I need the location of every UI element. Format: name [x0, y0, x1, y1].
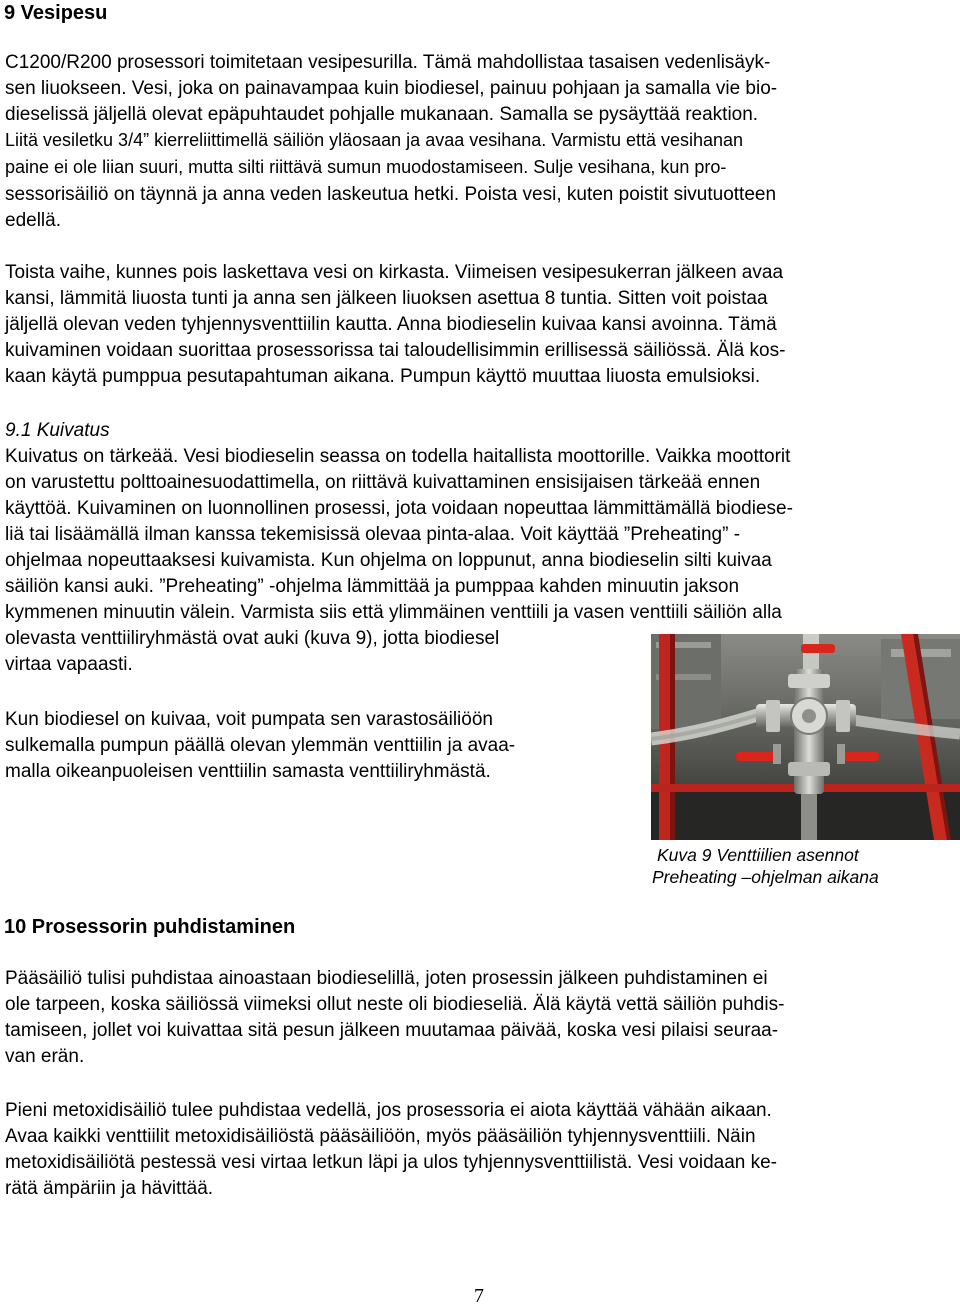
text-line: kuivaminen voidaan suorittaa prosessorissa tai taloudellisimmin erillisessä säiliössä. Älä kos-	[5, 340, 786, 361]
text-line: säiliön kansi auki. ”Preheating” -ohjelma lämmittää ja pumppaa kahden minuutin jakson	[5, 576, 740, 597]
text-line: Avaa kaikki venttiilit metoxidisäiliöstä pääsäiliöön, myös pääsäiliön tyhjennysventtiili. Näin	[5, 1126, 756, 1147]
text-line: sulkemalla pumpun päällä olevan ylemmän venttiilin ja avaa-	[5, 735, 516, 756]
figure-caption-line-1: Kuva 9 Venttiilien asennot	[657, 845, 859, 865]
text-line: malla oikeanpuoleisen venttiilin samasta venttiiliryhmästä.	[5, 761, 491, 782]
text-line: sen liuokseen. Vesi, joka on painavampaa kuin biodiesel, painuu pohjaan ja samalla vie bio-	[5, 78, 778, 99]
text-line: Kuivatus on tärkeää. Vesi biodieselin seassa on todella haitallista moottorille. Vaikka moottorit	[5, 446, 791, 467]
text-line: ole tarpeen, koska säiliössä viimeksi ollut neste oli biodieseliä. Älä käytä vettä säiliön puhdis-	[5, 994, 785, 1015]
text-line: C1200/R200 prosessori toimitetaan vesipesurilla. Tämä mahdollistaa tasaisen vedenlisäyk-	[5, 52, 771, 73]
text-line: liä tai lisäämällä ilman kanssa tekemisissä olevaa pinta-alaa. Voit käyttää ”Preheating” -	[5, 524, 741, 545]
text-line: paine ei ole liian suuri, mutta silti riittävä sumun muodostamiseen. Sulje vesihana, kun pro-	[5, 157, 727, 177]
figure-caption-line-2: Preheating –ohjelman aikana	[652, 867, 879, 887]
valve-photo	[651, 634, 960, 840]
text-line: van erän.	[5, 1046, 85, 1067]
text-line: Pääsäiliö tulisi puhdistaa ainoastaan biodieselillä, joten prosessin jälkeen puhdistaminen ei	[5, 968, 768, 989]
text-line: dieselissä jäljellä olevat epäpuhtaudet pohjalle mukanaan. Samalla se pysäyttää reaktion.	[5, 104, 759, 125]
text-line: kymmenen minuutin välein. Varmista siis että ylimmäinen venttiili ja vasen venttiili säiliön alla	[5, 602, 782, 623]
page-number: 7	[474, 1285, 484, 1307]
text-line: Toista vaihe, kunnes pois laskettava vesi on kirkasta. Viimeisen vesipesukerran jälkeen avaa	[5, 262, 784, 283]
text-line: käyttöä. Kuivaminen on luonnollinen prosessi, jota voidaan nopeuttaa lämmittämällä biodiese-	[5, 498, 793, 519]
section-9-heading: 9 Vesipesu	[4, 2, 108, 24]
text-line: ohjelmaa nopeuttaaksesi kuivamista. Kun ohjelma on loppunut, anna biodieselin silti kuivaa	[5, 550, 772, 571]
section-9-1-heading: 9.1 Kuivatus	[5, 420, 110, 441]
text-line: on varustettu polttoainesuodattimella, on riittävä kuivattaminen ensisijaisen tärkeää ennen	[5, 472, 761, 493]
text-line: metoxidisäiliötä pestessä vesi virtaa letkun läpi ja ulos tyhjennysventtiilistä. Vesi voidaan ke-	[5, 1152, 778, 1173]
valve-photo-illustration	[651, 634, 960, 840]
text-line: kaan käytä pumppua pesutapahtuman aikana. Pumpun käyttö muuttaa liuosta emulsioksi.	[5, 366, 761, 387]
text-line: virtaa vapaasti.	[5, 654, 133, 675]
text-line: kansi, lämmitä liuosta tunti ja anna sen jälkeen liuoksen asettua 8 tuntia. Sitten voit poistaa	[5, 288, 768, 309]
text-line: rätä ämpäriin ja hävittää.	[5, 1178, 214, 1199]
text-line: jäljellä olevan veden tyhjennysventtiilin kautta. Anna biodieselin kuivaa kansi avoinna. Tämä	[5, 314, 777, 335]
text-line: Kun biodiesel on kuivaa, voit pumpata sen varastosäiliöön	[5, 709, 493, 730]
text-line: sessorisäiliö on täynnä ja anna veden laskeutua hetki. Poista vesi, kuten poistit sivutuotteen	[5, 184, 777, 205]
section-10-heading: 10 Prosessorin puhdistaminen	[4, 916, 296, 938]
text-line: Liitä vesiletku 3/4” kierreliittimellä säiliön yläosaan ja avaa vesihana. Varmistu että vesihanan	[5, 130, 744, 150]
text-line: olevasta venttiiliryhmästä ovat auki (kuva 9), jotta biodiesel	[5, 628, 500, 649]
text-line: Pieni metoxidisäiliö tulee puhdistaa vedellä, jos prosessoria ei aiota käyttää vähään aikaan.	[5, 1100, 772, 1121]
text-line: edellä.	[5, 210, 61, 231]
text-line: tamiseen, jollet voi kuivattaa sitä pesun jälkeen muutamaa päivää, koska vesi pilaisi seuraa-	[5, 1020, 779, 1041]
